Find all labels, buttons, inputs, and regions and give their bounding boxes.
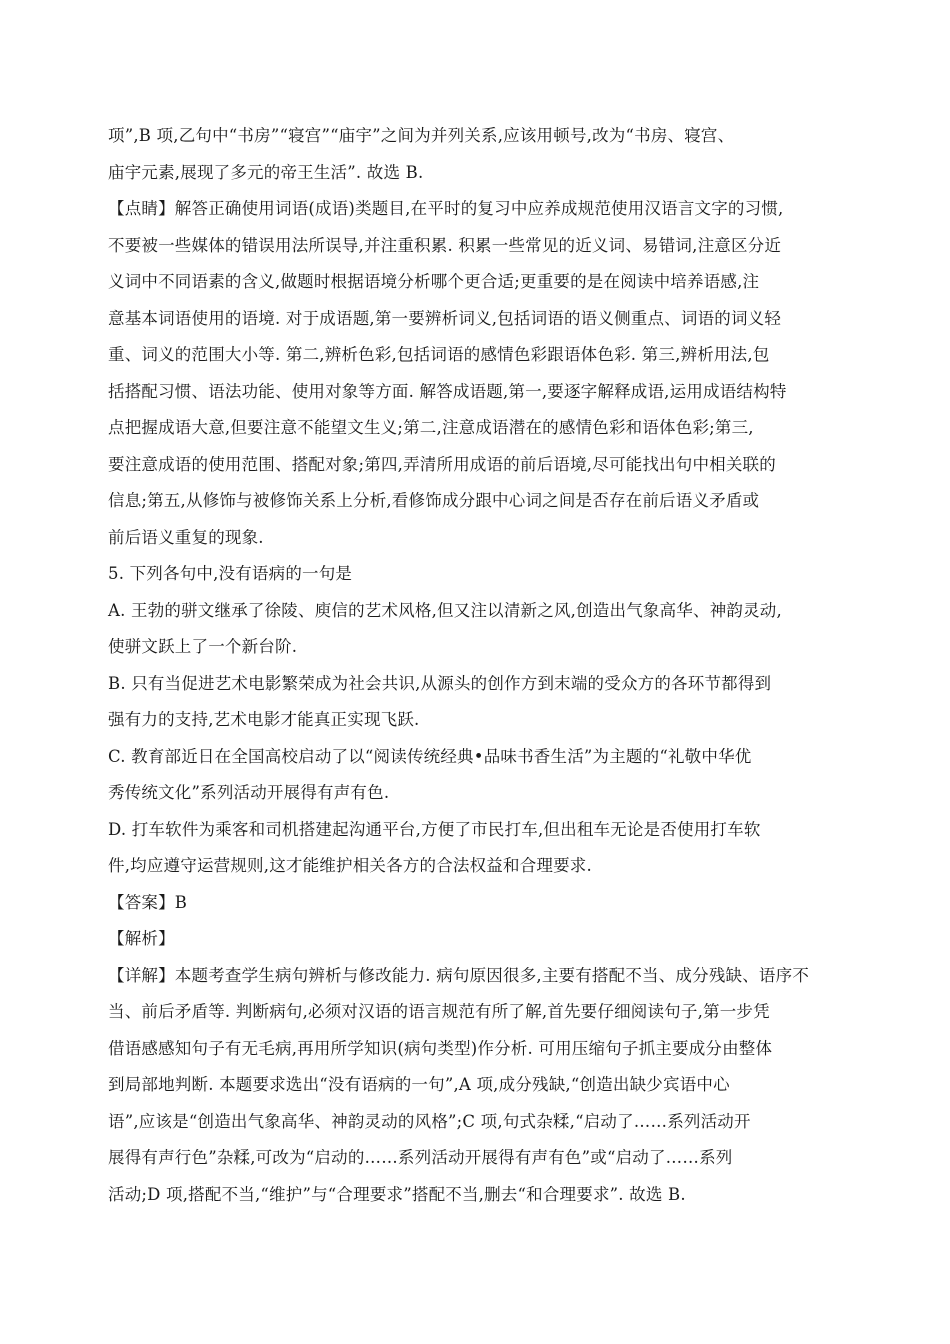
option-a: A. 王勃的骈文继承了徐陵、庾信的艺术风格,但又注以清新之风,创造出气象高华、神韵灵动, <box>108 601 782 620</box>
text-line: 当、前后矛盾等. 判断病句,必须对汉语的语言规范有所了解,首先要仔细阅读句子,第一步凭 <box>108 1002 770 1021</box>
option-a-cont: 使骈文跃上了一个新台阶. <box>108 637 298 656</box>
text-line: 不要被一些媒体的错误用法所误导,并注重积累. 积累一些常见的近义词、易错词,注意区分近 <box>108 236 782 255</box>
text-line: 要注意成语的使用范围、搭配对象;第四,弄清所用成语的前后语境,尽可能找出句中相关联的 <box>108 455 776 474</box>
text-line: 语”,应该是“创造出气象高华、神韵灵动的风格”;C 项,句式杂糅,“启动了……系列活动开 <box>108 1112 751 1131</box>
text-line: 重、词义的范围大小等. 第二,辨析色彩,包括词语的感情色彩跟语体色彩. 第三,辨析用法,包 <box>108 345 770 364</box>
question-stem: 5. 下列各句中,没有语病的一句是 <box>108 564 353 583</box>
option-b: B. 只有当促进艺术电影繁荣成为社会共识,从源头的创作方到末端的受众方的各环节都得到 <box>108 674 772 693</box>
option-d-cont: 件,均应遵守运营规则,这才能维护相关各方的合法权益和合理要求. <box>108 856 592 875</box>
text-line: 庙宇元素,展现了多元的帝王生活”. 故选 B. <box>108 163 424 182</box>
text-line: 【点睛】解答正确使用词语(成语)类题目,在平时的复习中应养成规范使用汉语言文字的习惯, <box>108 199 784 218</box>
text-line: 到局部地判断. 本题要求选出“没有语病的一句”,A 项,成分残缺,“创造出缺少宾语中心 <box>108 1075 730 1094</box>
text-line: 活动;D 项,搭配不当,“维护”与“合理要求”搭配不当,删去“和合理要求”. 故选 B. <box>108 1185 686 1204</box>
text-line: 展得有声行色”杂糅,可改为“启动的……系列活动开展得有声有色”或“启动了……系列 <box>108 1148 733 1167</box>
analysis-label: 【解析】 <box>108 929 175 948</box>
text-line: 信息;第五,从修饰与被修饰关系上分析,看修饰成分跟中心词之间是否存在前后语义矛盾或 <box>108 491 760 510</box>
option-d: D. 打车软件为乘客和司机搭建起沟通平台,方便了市民打车,但出租车无论是否使用打车软 <box>108 820 761 839</box>
text-line: 意基本词语使用的语境. 对于成语题,第一要辨析词义,包括词语的语义侧重点、词语的词义轻 <box>108 309 782 328</box>
text-line: 项”,B 项,乙句中“书房”“寝宫”“庙宇”之间为并列关系,应该用顿号,改为“书房、寝宫、 <box>108 126 735 145</box>
text-line: 义词中不同语素的含义,做题时根据语境分析哪个更合适;更重要的是在阅读中培养语感,注 <box>108 272 760 291</box>
text-line: 点把握成语大意,但要注意不能望文生义;第二,注意成语潜在的感情色彩和语体色彩;第三, <box>108 418 754 437</box>
option-c: C. 教育部近日在全国高校启动了以“阅读传统经典•品味书香生活”为主题的“礼敬中华优 <box>108 747 752 766</box>
option-b-cont: 强有力的支持,艺术电影才能真正实现飞跃. <box>108 710 420 729</box>
text-line: 【详解】本题考查学生病句辨析与修改能力. 病句原因很多,主要有搭配不当、成分残缺、语序不 <box>108 966 810 985</box>
text-line: 前后语义重复的现象. <box>108 528 264 547</box>
text-line: 括搭配习惯、语法功能、使用对象等方面. 解答成语题,第一,要逐字解释成语,运用成语结构特 <box>108 382 787 401</box>
text-line: 借语感感知句子有无毛病,再用所学知识(病句类型)作分析. 可用压缩句子抓主要成分由整体 <box>108 1039 773 1058</box>
answer-label: 【答案】B <box>108 893 188 912</box>
option-c-cont: 秀传统文化”系列活动开展得有声有色. <box>108 783 390 802</box>
